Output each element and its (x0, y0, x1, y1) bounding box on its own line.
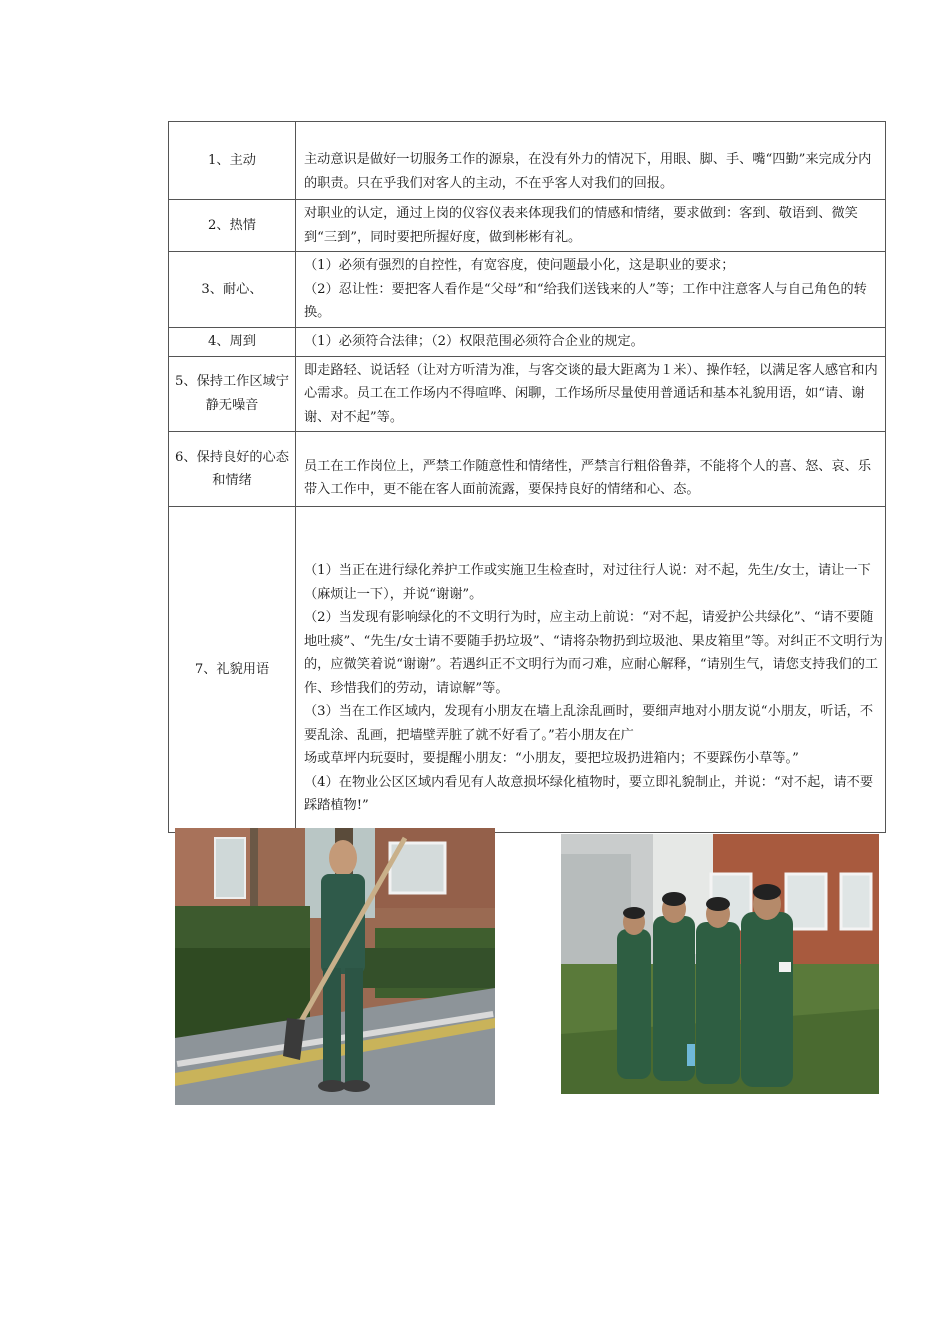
content-paragraph: （2）忍让性：要把客人看作是“父母”和“给我们送钱来的人”等；工作中注意客人与自己角色的转换。 (304, 281, 867, 321)
row-content (296, 507, 886, 833)
table-row (169, 200, 886, 252)
row-content (296, 122, 886, 200)
row-label: 1、主动 (169, 122, 296, 200)
table-row (169, 356, 886, 432)
row-content (296, 200, 886, 252)
row-label: 6、保持良好的心态和情绪 (169, 432, 296, 507)
table-row (169, 432, 886, 507)
gardener-photo-icon (175, 828, 495, 1105)
table-row (169, 252, 886, 328)
content-paragraph: （1）必须符合法律；（2）权限范围必须符合企业的规定。 (304, 334, 644, 349)
staff-group-photo-icon (561, 834, 879, 1094)
content-paragraph: （1）必须有强烈的自控性，有宽容度，使问题最小化，这是职业的要求； (304, 258, 735, 274)
row-content (296, 432, 886, 507)
standards-table (168, 121, 886, 833)
content-paragraph: （3）当在工作区域内，发现有小朋友在墙上乱涂乱画时，要细声地对小朋友说“小朋友，听话，不要乱涂、乱画，把墙壁弄脏了就不好看了。”若小朋友在广 (304, 704, 874, 743)
row-content (296, 328, 886, 357)
photo-gardener-with-shovel (175, 828, 495, 1105)
content-paragraph: 场或草坪内玩耍时，要提醒小朋友：“小朋友，要把垃圾扔进箱内；不要踩伤小草等。” (304, 751, 799, 767)
content-paragraph: 主动意识是做好一切服务工作的源泉，在没有外力的情况下，用眼、脚、手、嘴“四勤”来完成分内的职责。只在乎我们对客人的主动，不在乎客人对我们的回报。 (304, 152, 872, 191)
content-paragraph: （4）在物业公区区域内看见有人故意损坏绿化植物时，要立即礼貌制止，并说：“对不起，请不要踩踏植物!” (304, 774, 874, 814)
content-paragraph: （2）当发现有影响绿化的不文明行为时，应主动上前说：“对不起，请爱护公共绿化”、“请不要随地吐痰”、“先生/女士请不要随手扔垃圾”、“请将杂物扔到垃圾池、果皮箱里”等。对纠正不文明行为的，应微笑着说“谢谢”。若遇纠正不文明行为而刁难，应耐心解释，“请别生气，请您支持我们的工作、珍惜我们的劳动，请谅解”等。 (304, 610, 883, 696)
row-label: 5、保持工作区域宁静无噪音 (169, 356, 296, 432)
row-label: 7、礼貌用语 (169, 507, 296, 833)
content-paragraph: 对职业的认定，通过上岗的仪容仪表来体现我们的情感和情绪，要求做到：客到、敬语到、微笑到“三到”，同时要把所握好度，做到彬彬有礼。 (304, 206, 858, 245)
table-row (169, 328, 886, 357)
content-paragraph: 即走路轻、说话轻（让对方听清为准，与客交谈的最大距离为１米）、操作轻，以满足客人感官和内心需求。员工在工作场内不得喧哗、闲聊，工作场所尽量使用普通话和基本礼貌用语，如“请、谢谢、对不起”等。 (304, 362, 878, 425)
content-paragraph: 员工在工作岗位上，严禁工作随意性和情绪性，严禁言行粗俗鲁莽，不能将个人的喜、怒、哀、乐带入工作中，更不能在客人面前流露，要保持良好的情绪和心、态。 (304, 458, 872, 497)
row-content (296, 252, 886, 328)
row-label: 3、耐心、 (169, 252, 296, 328)
row-content (296, 356, 886, 432)
photo-staff-group (561, 834, 879, 1094)
table-row (169, 507, 886, 833)
row-label: 4、周到 (169, 328, 296, 357)
row-label: 2、热情 (169, 200, 296, 252)
table-row (169, 122, 886, 200)
content-paragraph: （1）当正在进行绿化养护工作或实施卫生检查时，对过往行人说：对不起，先生/女士，请让一下（麻烦让一下），并说“谢谢”。 (304, 563, 871, 602)
